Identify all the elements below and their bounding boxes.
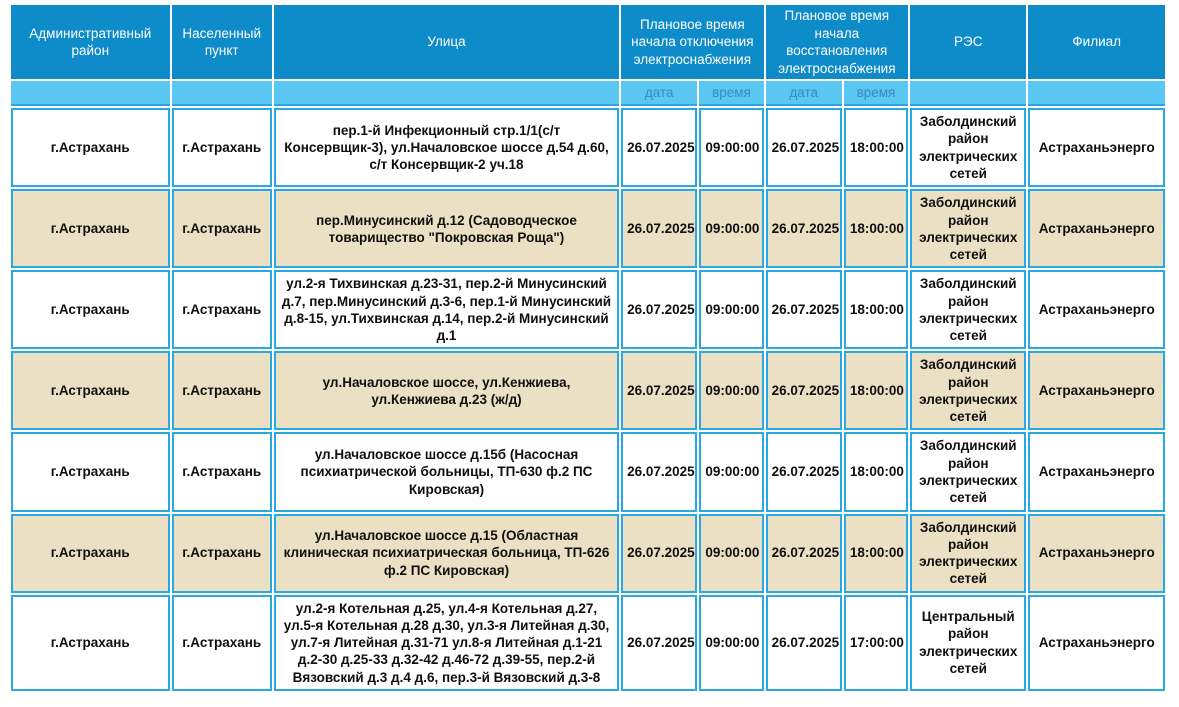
cell-off-date: 26.07.2025 xyxy=(621,270,697,349)
table-row xyxy=(11,189,1165,268)
cell-street: ул.Началовское шоссе д.15б (Насосная психиатрической больницы, ТП-630 ф.2 ПС Кировская) xyxy=(274,432,619,511)
cell-res: Заболдинский район электрических сетей xyxy=(910,514,1026,593)
cell-on-date: 26.07.2025 xyxy=(766,595,842,691)
cell-settlement: г.Астрахань xyxy=(172,514,272,593)
cell-off-time: 09:00:00 xyxy=(699,432,763,511)
cell-res: Заболдинский район электрических сетей xyxy=(910,270,1026,349)
subheader-row xyxy=(11,81,1165,106)
subheader-on-date: дата xyxy=(766,81,842,106)
cell-branch: Астраханьэнерго xyxy=(1028,270,1165,349)
subheader-off-time: время xyxy=(699,81,763,106)
table-row xyxy=(11,270,1165,349)
table-row xyxy=(11,351,1165,430)
cell-branch: Астраханьэнерго xyxy=(1028,351,1165,430)
cell-on-time: 18:00:00 xyxy=(844,514,908,593)
subheader-on-time: время xyxy=(844,81,908,106)
cell-on-time: 18:00:00 xyxy=(844,351,908,430)
header-admin-district: Административный район xyxy=(11,5,170,79)
table-row xyxy=(11,432,1165,511)
subheader-empty-branch xyxy=(1028,81,1165,106)
cell-street: ул.Началовское шоссе д.15 (Областная клиническая психиатрическая больница, ТП-626 ф.2 ПС Кировская) xyxy=(274,514,619,593)
cell-off-date: 26.07.2025 xyxy=(621,108,697,187)
header-restore-start: Плановое время начала восстановления электроснабжения xyxy=(766,5,908,79)
table-row xyxy=(11,514,1165,593)
cell-settlement: г.Астрахань xyxy=(172,595,272,691)
cell-on-date: 26.07.2025 xyxy=(766,108,842,187)
cell-res: Центральный район электрических сетей xyxy=(910,595,1026,691)
cell-branch: Астраханьэнерго xyxy=(1028,432,1165,511)
header-branch: Филиал xyxy=(1028,5,1165,79)
cell-settlement: г.Астрахань xyxy=(172,108,272,187)
cell-res: Заболдинский район электрических сетей xyxy=(910,108,1026,187)
cell-off-time: 09:00:00 xyxy=(699,270,763,349)
header-settlement: Населенный пункт xyxy=(172,5,272,79)
cell-off-time: 09:00:00 xyxy=(699,351,763,430)
table-body xyxy=(11,108,1165,691)
cell-branch: Астраханьэнерго xyxy=(1028,514,1165,593)
cell-res: Заболдинский район электрических сетей xyxy=(910,351,1026,430)
cell-off-time: 09:00:00 xyxy=(699,514,763,593)
cell-off-date: 26.07.2025 xyxy=(621,351,697,430)
outage-schedule-table xyxy=(9,3,1167,693)
cell-street: ул.2-я Тихвинская д.23-31, пер.2-й Минусинский д.7, пер.Минусинский д.3-6, пер.1-й Минусинский д.8-15, ул.Тихвинская д.14, пер.2-й Минусинский д.1 xyxy=(274,270,619,349)
cell-off-date: 26.07.2025 xyxy=(621,189,697,268)
cell-admin-district: г.Астрахань xyxy=(11,595,170,691)
cell-street: пер.Минусинский д.12 (Садоводческое товарищество "Покровская Роща") xyxy=(274,189,619,268)
cell-admin-district: г.Астрахань xyxy=(11,432,170,511)
cell-on-date: 26.07.2025 xyxy=(766,189,842,268)
subheader-empty-res xyxy=(910,81,1026,106)
cell-branch: Астраханьэнерго xyxy=(1028,595,1165,691)
cell-on-date: 26.07.2025 xyxy=(766,351,842,430)
subheader-off-date: дата xyxy=(621,81,697,106)
cell-admin-district: г.Астрахань xyxy=(11,351,170,430)
subheader-empty-district xyxy=(11,81,170,106)
cell-on-date: 26.07.2025 xyxy=(766,432,842,511)
cell-branch: Астраханьэнерго xyxy=(1028,108,1165,187)
cell-off-time: 09:00:00 xyxy=(699,595,763,691)
cell-on-time: 18:00:00 xyxy=(844,270,908,349)
cell-admin-district: г.Астрахань xyxy=(11,189,170,268)
cell-street: ул.2-я Котельная д.25, ул.4-я Котельная д.27, ул.5-я Котельная д.28 д.30, ул.3-я Литейная д.30, ул.7-я Литейная д.31-71 ул.8-я Литейная д.1-21 д.2-30 д.25-33 д.32-42 д.46-72 д.39-55, пер.2-й Вязовский д.3 д.4 д.6, пер.3-й Вязовский д.3-8 xyxy=(274,595,619,691)
cell-street: пер.1-й Инфекционный стр.1/1(с/т Консервщик-3), ул.Началовское шоссе д.54 д.60, с/т Консервщик-2 уч.18 xyxy=(274,108,619,187)
cell-admin-district: г.Астрахань xyxy=(11,108,170,187)
table-row xyxy=(11,108,1165,187)
cell-on-date: 26.07.2025 xyxy=(766,514,842,593)
cell-on-time: 18:00:00 xyxy=(844,189,908,268)
cell-on-date: 26.07.2025 xyxy=(766,270,842,349)
cell-settlement: г.Астрахань xyxy=(172,351,272,430)
cell-admin-district: г.Астрахань xyxy=(11,514,170,593)
subheader-empty-street xyxy=(274,81,619,106)
cell-on-time: 18:00:00 xyxy=(844,432,908,511)
cell-off-date: 26.07.2025 xyxy=(621,432,697,511)
header-street: Улица xyxy=(274,5,619,79)
cell-settlement: г.Астрахань xyxy=(172,189,272,268)
cell-settlement: г.Астрахань xyxy=(172,270,272,349)
header-outage-start: Плановое время начала отключения электроснабжения xyxy=(621,5,763,79)
cell-admin-district: г.Астрахань xyxy=(11,270,170,349)
cell-branch: Астраханьэнерго xyxy=(1028,189,1165,268)
cell-off-date: 26.07.2025 xyxy=(621,595,697,691)
cell-res: Заболдинский район электрических сетей xyxy=(910,432,1026,511)
cell-settlement: г.Астрахань xyxy=(172,432,272,511)
cell-off-time: 09:00:00 xyxy=(699,108,763,187)
cell-street: ул.Началовское шоссе, ул.Кенжиева, ул.Кенжиева д.23 (ж/д) xyxy=(274,351,619,430)
cell-on-time: 17:00:00 xyxy=(844,595,908,691)
cell-off-date: 26.07.2025 xyxy=(621,514,697,593)
cell-off-time: 09:00:00 xyxy=(699,189,763,268)
subheader-empty-settlement xyxy=(172,81,272,106)
header-res: РЭС xyxy=(910,5,1026,79)
header-row xyxy=(11,5,1165,79)
table-row xyxy=(11,595,1165,691)
cell-res: Заболдинский район электрических сетей xyxy=(910,189,1026,268)
cell-on-time: 18:00:00 xyxy=(844,108,908,187)
